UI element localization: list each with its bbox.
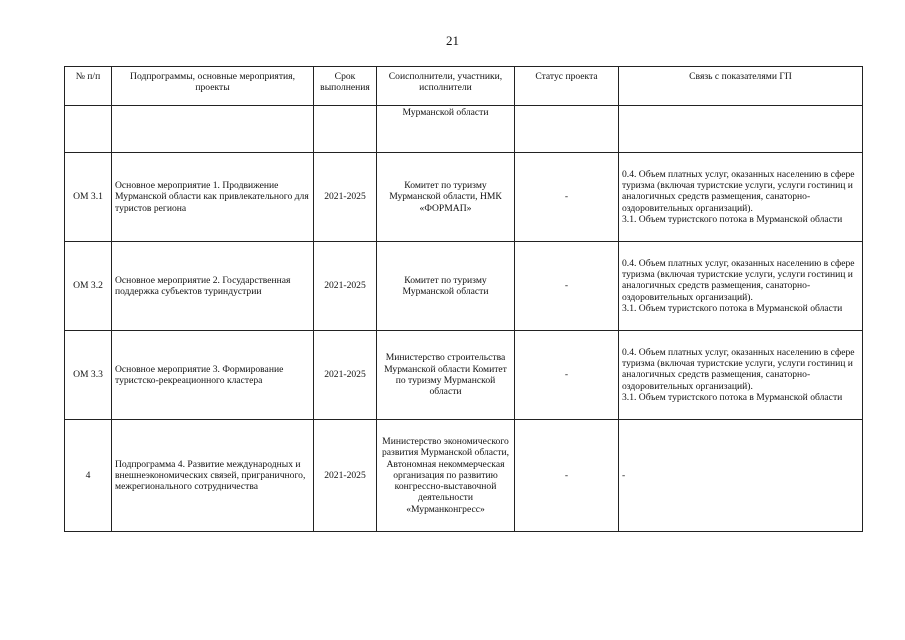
page-number: 21 [446,33,459,48]
row-num: ОМ 3.3 [65,331,112,420]
row-num: ОМ 3.2 [65,242,112,331]
table-row [65,242,863,331]
row-status: - [515,242,619,331]
table-row [65,106,863,153]
table-header-row [65,67,863,106]
row-executors: Комитет по туризму Мурманской области [377,242,515,331]
row-status [515,106,619,153]
row-period: 2021-2025 [314,242,377,331]
row-num [65,106,112,153]
row-status: - [515,331,619,420]
header-num: № п/п [65,67,112,106]
row-period: 2021-2025 [314,153,377,242]
row-title [112,106,314,153]
row-link [619,106,863,153]
row-period [314,106,377,153]
table-row [65,420,863,532]
header-executors: Соисполнители, участники, исполнители [377,67,515,106]
table-row [65,331,863,420]
header-title: Подпрограммы, основные мероприятия, проекты [112,67,314,106]
row-executors: Министерство строительства Мурманской области Комитет по туризму Мурманской области [377,331,515,420]
row-link: 0.4. Объем платных услуг, оказанных населению в сфере туризма (включая туристские услуги, услуги гостиниц и аналогичных средств размещения, санаторно-оздоровительных организаций). 3.1. Объем туристского потока в Мурманской области [619,331,863,420]
row-status: - [515,153,619,242]
row-title: Основное мероприятие 1. Продвижение Мурманской области как привлекательного для туристов региона [112,153,314,242]
table-row [65,153,863,242]
header-status: Статус проекта [515,67,619,106]
row-num: 4 [65,420,112,532]
header-period: Срок выполнения [314,67,377,106]
header-link: Связь с показателями ГП [619,67,863,106]
row-title: Основное мероприятие 3. Формирование туристско-рекреационного кластера [112,331,314,420]
row-executors: Комитет по туризму Мурманской области, НМК «ФОРМАП» [377,153,515,242]
program-table [64,66,863,532]
row-status: - [515,420,619,532]
row-executors: Министерство экономического развития Мурманской области, Автономная некоммерческая организация по развитию конгрессно-выставочной деятельности «Мурманконгресс» [377,420,515,532]
row-link: 0.4. Объем платных услуг, оказанных населению в сфере туризма (включая туристские услуги, услуги гостиниц и аналогичных средств размещения, санаторно-оздоровительных организаций). 3.1. Объем туристского потока в Мурманской области [619,153,863,242]
row-period: 2021-2025 [314,331,377,420]
row-executors: Мурманской области [377,106,515,153]
row-link: - [619,420,863,532]
row-title: Подпрограмма 4. Развитие международных и внешнеэкономических связей, приграничного, межрегионального сотрудничества [112,420,314,532]
row-period: 2021-2025 [314,420,377,532]
row-title: Основное мероприятие 2. Государственная поддержка субъектов туриндустрии [112,242,314,331]
row-link: 0.4. Объем платных услуг, оказанных населению в сфере туризма (включая туристские услуги, услуги гостиниц и аналогичных средств размещения, санаторно-оздоровительных организаций). 3.1. Объем туристского потока в Мурманской области [619,242,863,331]
row-num: ОМ 3.1 [65,153,112,242]
